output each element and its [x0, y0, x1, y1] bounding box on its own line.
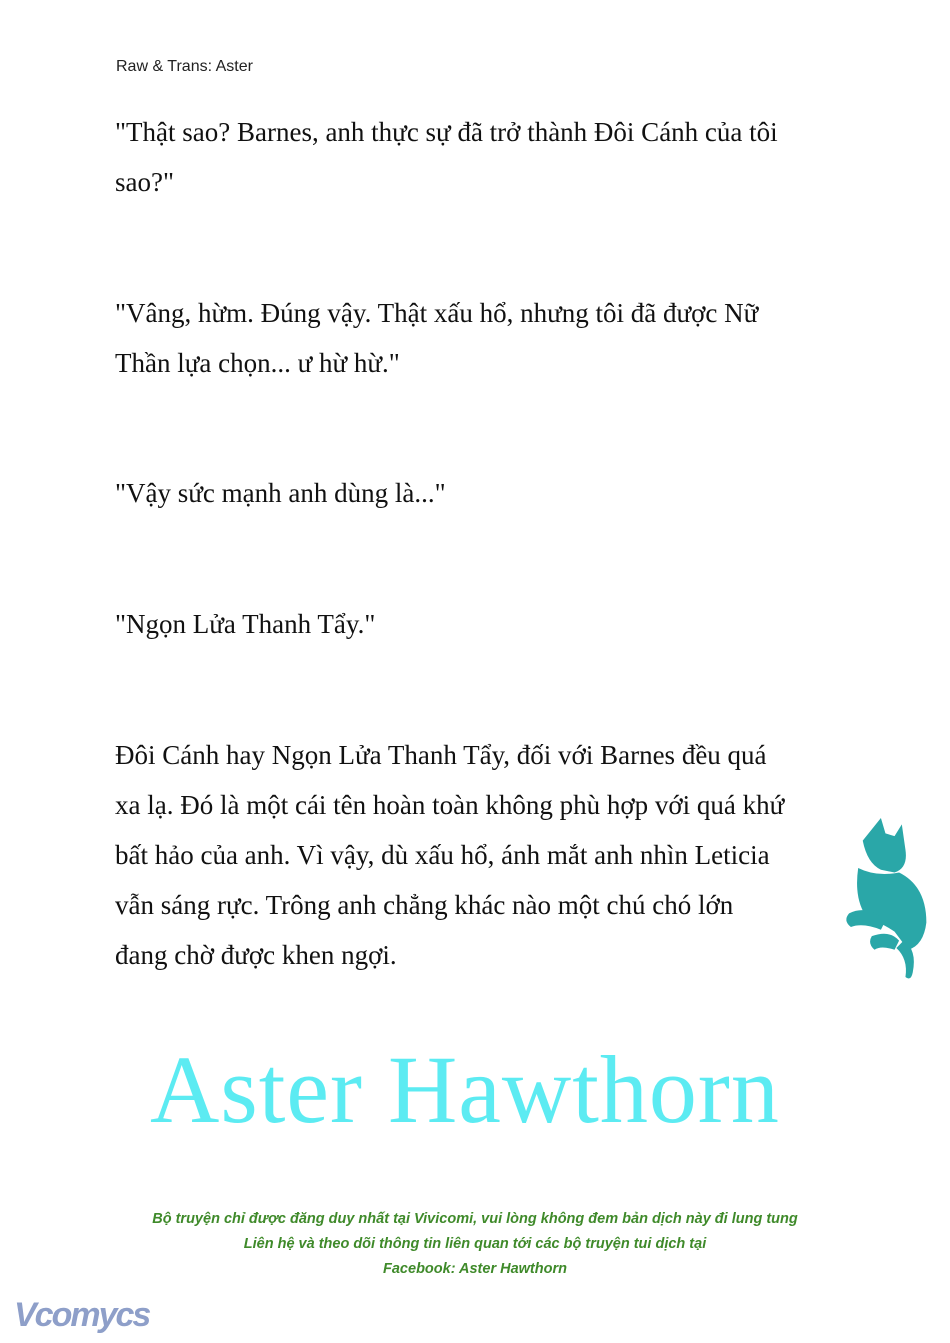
text-line: xa lạ. Đó là một cái tên hoàn toàn không phù hợp với quá khứ [115, 790, 785, 820]
text-line: Thần lựa chọn... ư hừ hừ." [115, 348, 400, 378]
paragraph [115, 599, 375, 649]
text-line: sao?" [115, 167, 174, 197]
footer-facebook: Facebook: Aster Hawthorn [383, 1261, 567, 1277]
text-line: đang chờ được khen ngợi. [115, 940, 397, 970]
watermark-text: Aster Hawthorn [150, 1036, 780, 1143]
translator-credit: Raw & Trans: Aster [116, 58, 253, 75]
paragraph [115, 107, 778, 207]
text-line: bất hảo của anh. Vì vậy, dù xấu hổ, ánh mắt anh nhìn Leticia [115, 840, 770, 870]
text-line: vẫn sáng rực. Trông anh chẳng khác nào một chú chó lớn [115, 890, 734, 920]
cat-icon [840, 810, 940, 985]
footer-notice: Bộ truyện chỉ được đăng duy nhất tại Vivicomi, vui lòng không đem bản dịch này đi lung tung [152, 1211, 798, 1227]
paragraph [115, 730, 784, 980]
text-line: Đôi Cánh hay Ngọn Lửa Thanh Tẩy, đối với Barnes đều quá [115, 740, 767, 770]
footer-notice: Liên hệ và theo dõi thông tin liên quan tới các bộ truyện tui dịch tại [243, 1236, 707, 1252]
paragraph [115, 468, 446, 518]
text-line: "Vâng, hừm. Đúng vậy. Thật xấu hổ, nhưng tôi đã được Nữ [115, 298, 759, 328]
text-line: "Vậy sức mạnh anh dùng là..." [115, 478, 446, 508]
paragraph [115, 288, 758, 388]
text-line: "Thật sao? Barnes, anh thực sự đã trở thành Đôi Cánh của tôi [115, 117, 778, 147]
vcomycs-logo: Vcomycs [14, 1296, 150, 1334]
text-line: "Ngọn Lửa Thanh Tẩy." [115, 609, 376, 639]
